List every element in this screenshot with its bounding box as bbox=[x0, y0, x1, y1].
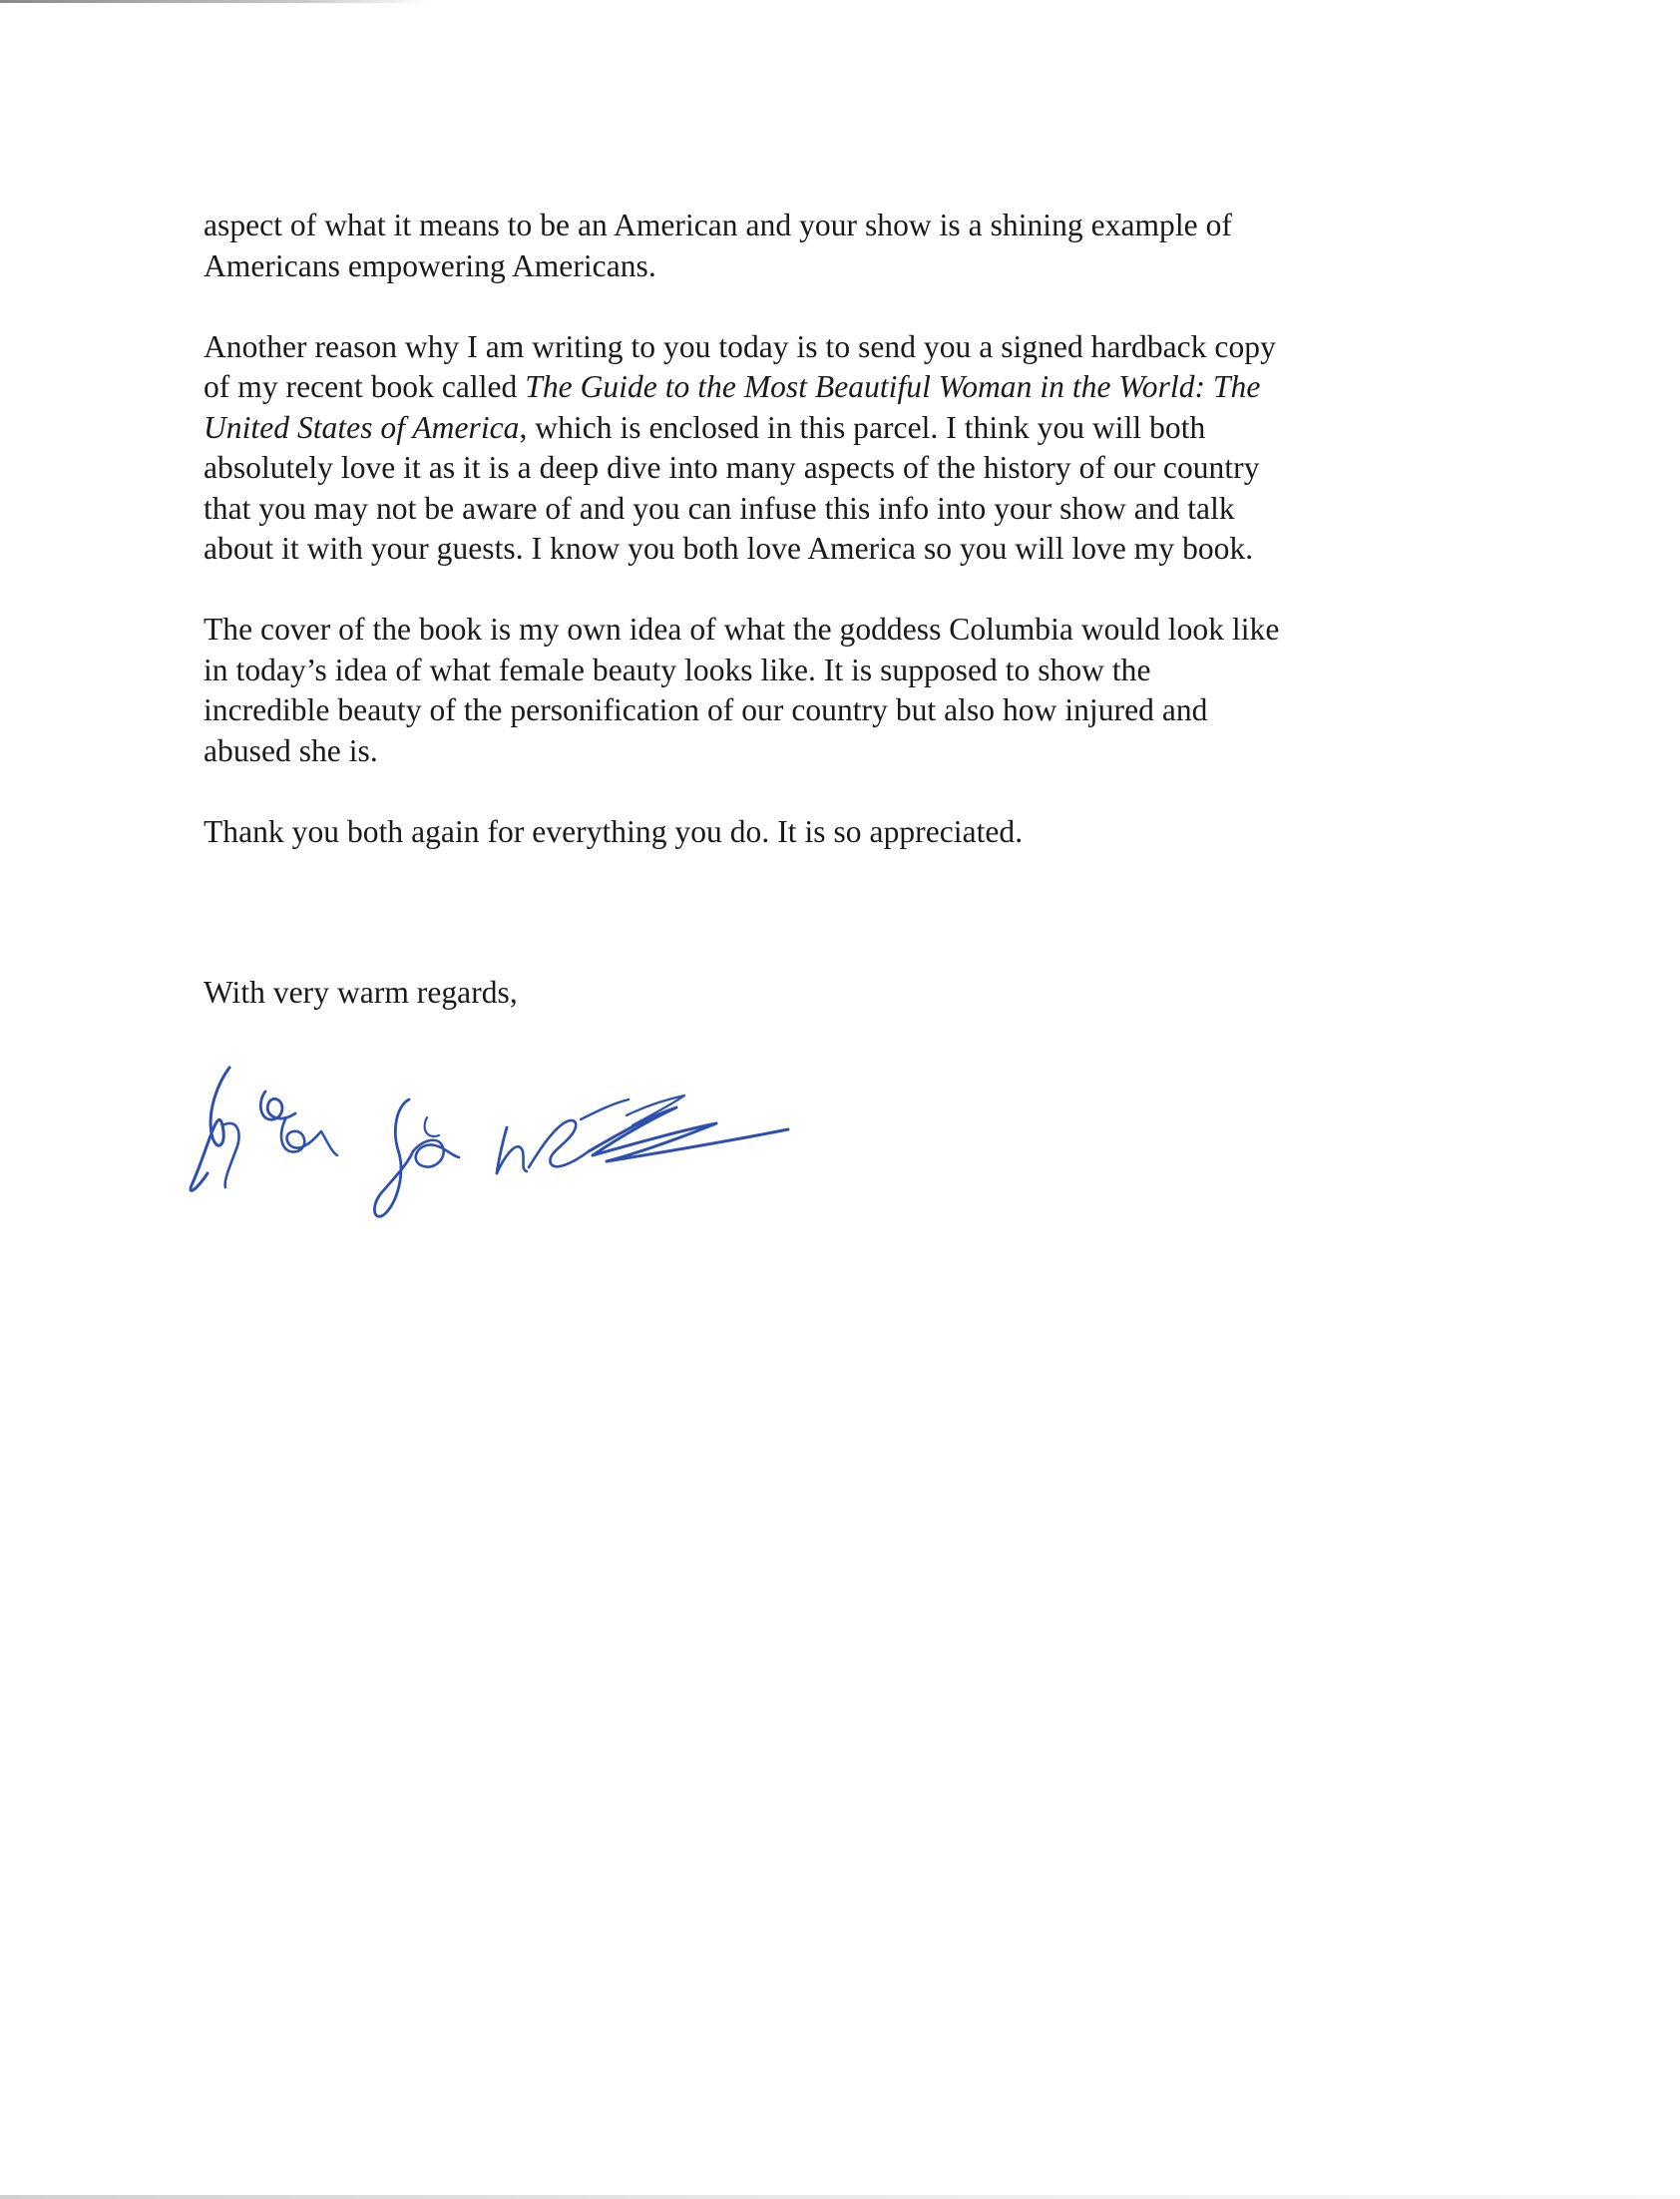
paragraph-2-line-2-text: of my recent book called bbox=[204, 369, 526, 404]
paragraph-2-line-4: absolutely love it as it is a deep dive into many aspects of the history of our country bbox=[204, 450, 1260, 485]
paragraph-3-line-3: incredible beauty of the personification of our country but also how injured and bbox=[204, 692, 1208, 727]
handwritten-signature bbox=[178, 1056, 856, 1225]
scan-edge-top bbox=[0, 0, 429, 3]
paragraph-2-line-3 bbox=[204, 408, 1500, 449]
paragraph-4: Thank you both again for everything you do. It is so appreciated. bbox=[204, 813, 1024, 849]
paragraph-2-line-6: about it with your guests. I know you both love America so you will love my book. bbox=[204, 531, 1254, 566]
scan-edge-bottom bbox=[0, 2195, 1680, 2199]
paragraph-3-line-1: The cover of the book is my own idea of what the goddess Columbia would look like bbox=[204, 612, 1280, 647]
paragraph-3-line-4: abused she is. bbox=[204, 732, 378, 768]
closing: With very warm regards, bbox=[204, 975, 518, 1010]
paragraph-2-line-5: that you may not be aware of and you can infuse this info into your show and talk bbox=[204, 490, 1235, 526]
paragraph-2-line-3-text: , which is enclosed in this parcel. I think you will both bbox=[519, 409, 1206, 445]
signature-strokes bbox=[191, 1068, 788, 1216]
paragraph-2-line-1: Another reason why I am writing to you today is to send you a signed hardback copy bbox=[204, 328, 1276, 364]
paragraph-1-line-1: aspect of what it means to be an American and your show is a shining example of bbox=[204, 208, 1232, 242]
paragraph-3 bbox=[204, 610, 1500, 771]
paragraph-1 bbox=[204, 206, 1500, 286]
paragraph-2 bbox=[204, 327, 1500, 570]
book-title-part-2: United States of America bbox=[204, 409, 520, 445]
letter-body bbox=[204, 206, 1500, 1014]
book-title-part-1: The Guide to the Most Beautiful Woman in the World: The bbox=[525, 369, 1261, 404]
paragraph-2-line-2 bbox=[204, 367, 1500, 408]
paragraph-1-line-2: Americans empowering Americans. bbox=[204, 247, 656, 283]
paragraph-3-line-2: in today’s idea of what female beauty looks like. It is supposed to show the bbox=[204, 652, 1151, 687]
